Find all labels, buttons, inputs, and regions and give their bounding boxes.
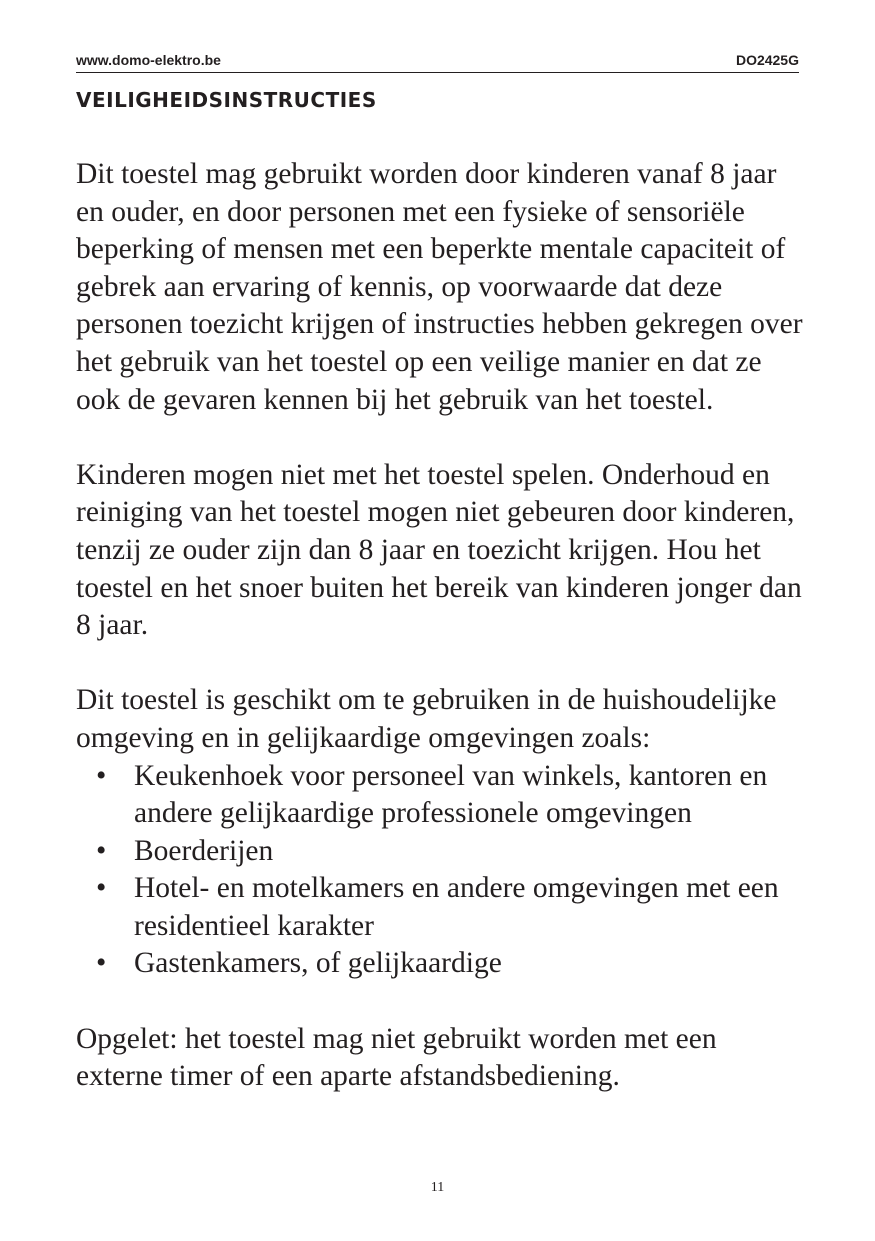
list-item-text: Boerderijen bbox=[134, 834, 274, 867]
paragraph-spacer bbox=[76, 983, 806, 1021]
environment-list bbox=[76, 758, 806, 984]
model-number: DO2425G bbox=[735, 52, 799, 68]
list-item-text: Keukenhoek voor personeel van winkels, kantoren en andere gelijkaardige professionele omgevingen bbox=[134, 759, 768, 830]
list-item bbox=[76, 870, 806, 945]
list-item bbox=[76, 833, 806, 871]
list-item-text: Hotel- en motelkamers en andere omgevingen met een residentieel karakter bbox=[134, 872, 779, 942]
paragraph-children: Kinderen mogen niet met het toestel spelen. Onderhoud en reiniging van het toestel mogen niet gebeuren door kinderen, tenzij ze ouder zijn dan 8 jaar en toezicht krijgen. Hou het toestel en het snoer buiten het bereik van kinderen jonger dan 8 jaar. bbox=[76, 458, 802, 642]
bullet-icon: • bbox=[96, 759, 107, 792]
bullet-icon: • bbox=[96, 872, 107, 905]
page-header bbox=[76, 52, 799, 72]
paragraph-environments: Dit toestel is geschikt om te gebruiken in de huishoudelijke omgeving en in gelijkaardige omgevingen zoals: bbox=[76, 684, 777, 754]
page-number: 11 bbox=[430, 1180, 445, 1195]
paragraph-spacer bbox=[76, 419, 806, 457]
paragraph-spacer bbox=[76, 645, 806, 683]
list-item-text: Gastenkamers, of gelijkaardige bbox=[134, 947, 502, 980]
website-url: www.domo-elektro.be bbox=[76, 52, 221, 68]
page-title: veiligheidsinstructies bbox=[76, 81, 377, 114]
list-item bbox=[76, 758, 806, 833]
body-text bbox=[76, 156, 806, 1096]
list-item bbox=[76, 945, 806, 983]
bullet-icon: • bbox=[96, 834, 107, 867]
paragraph-warning: Opgelet: het toestel mag niet gebruikt worden met een externe timer of een aparte afstandsbediening. bbox=[76, 1022, 717, 1093]
header-divider bbox=[76, 72, 799, 73]
paragraph-age-restriction: Dit toestel mag gebruikt worden door kinderen vanaf 8 jaar en ouder, en door personen met een fysieke of sensoriële beperking of mensen met een beperkte mentale capaciteit of gebrek aan ervaring of kennis, op voorwaarde dat deze personen toezicht krijgen of instructies hebben gekregen over het gebruik van het toestel op een veilige manier en dat ze ook de gevaren kennen bij het gebruik van het toestel. bbox=[76, 158, 803, 416]
bullet-icon: • bbox=[96, 947, 107, 980]
